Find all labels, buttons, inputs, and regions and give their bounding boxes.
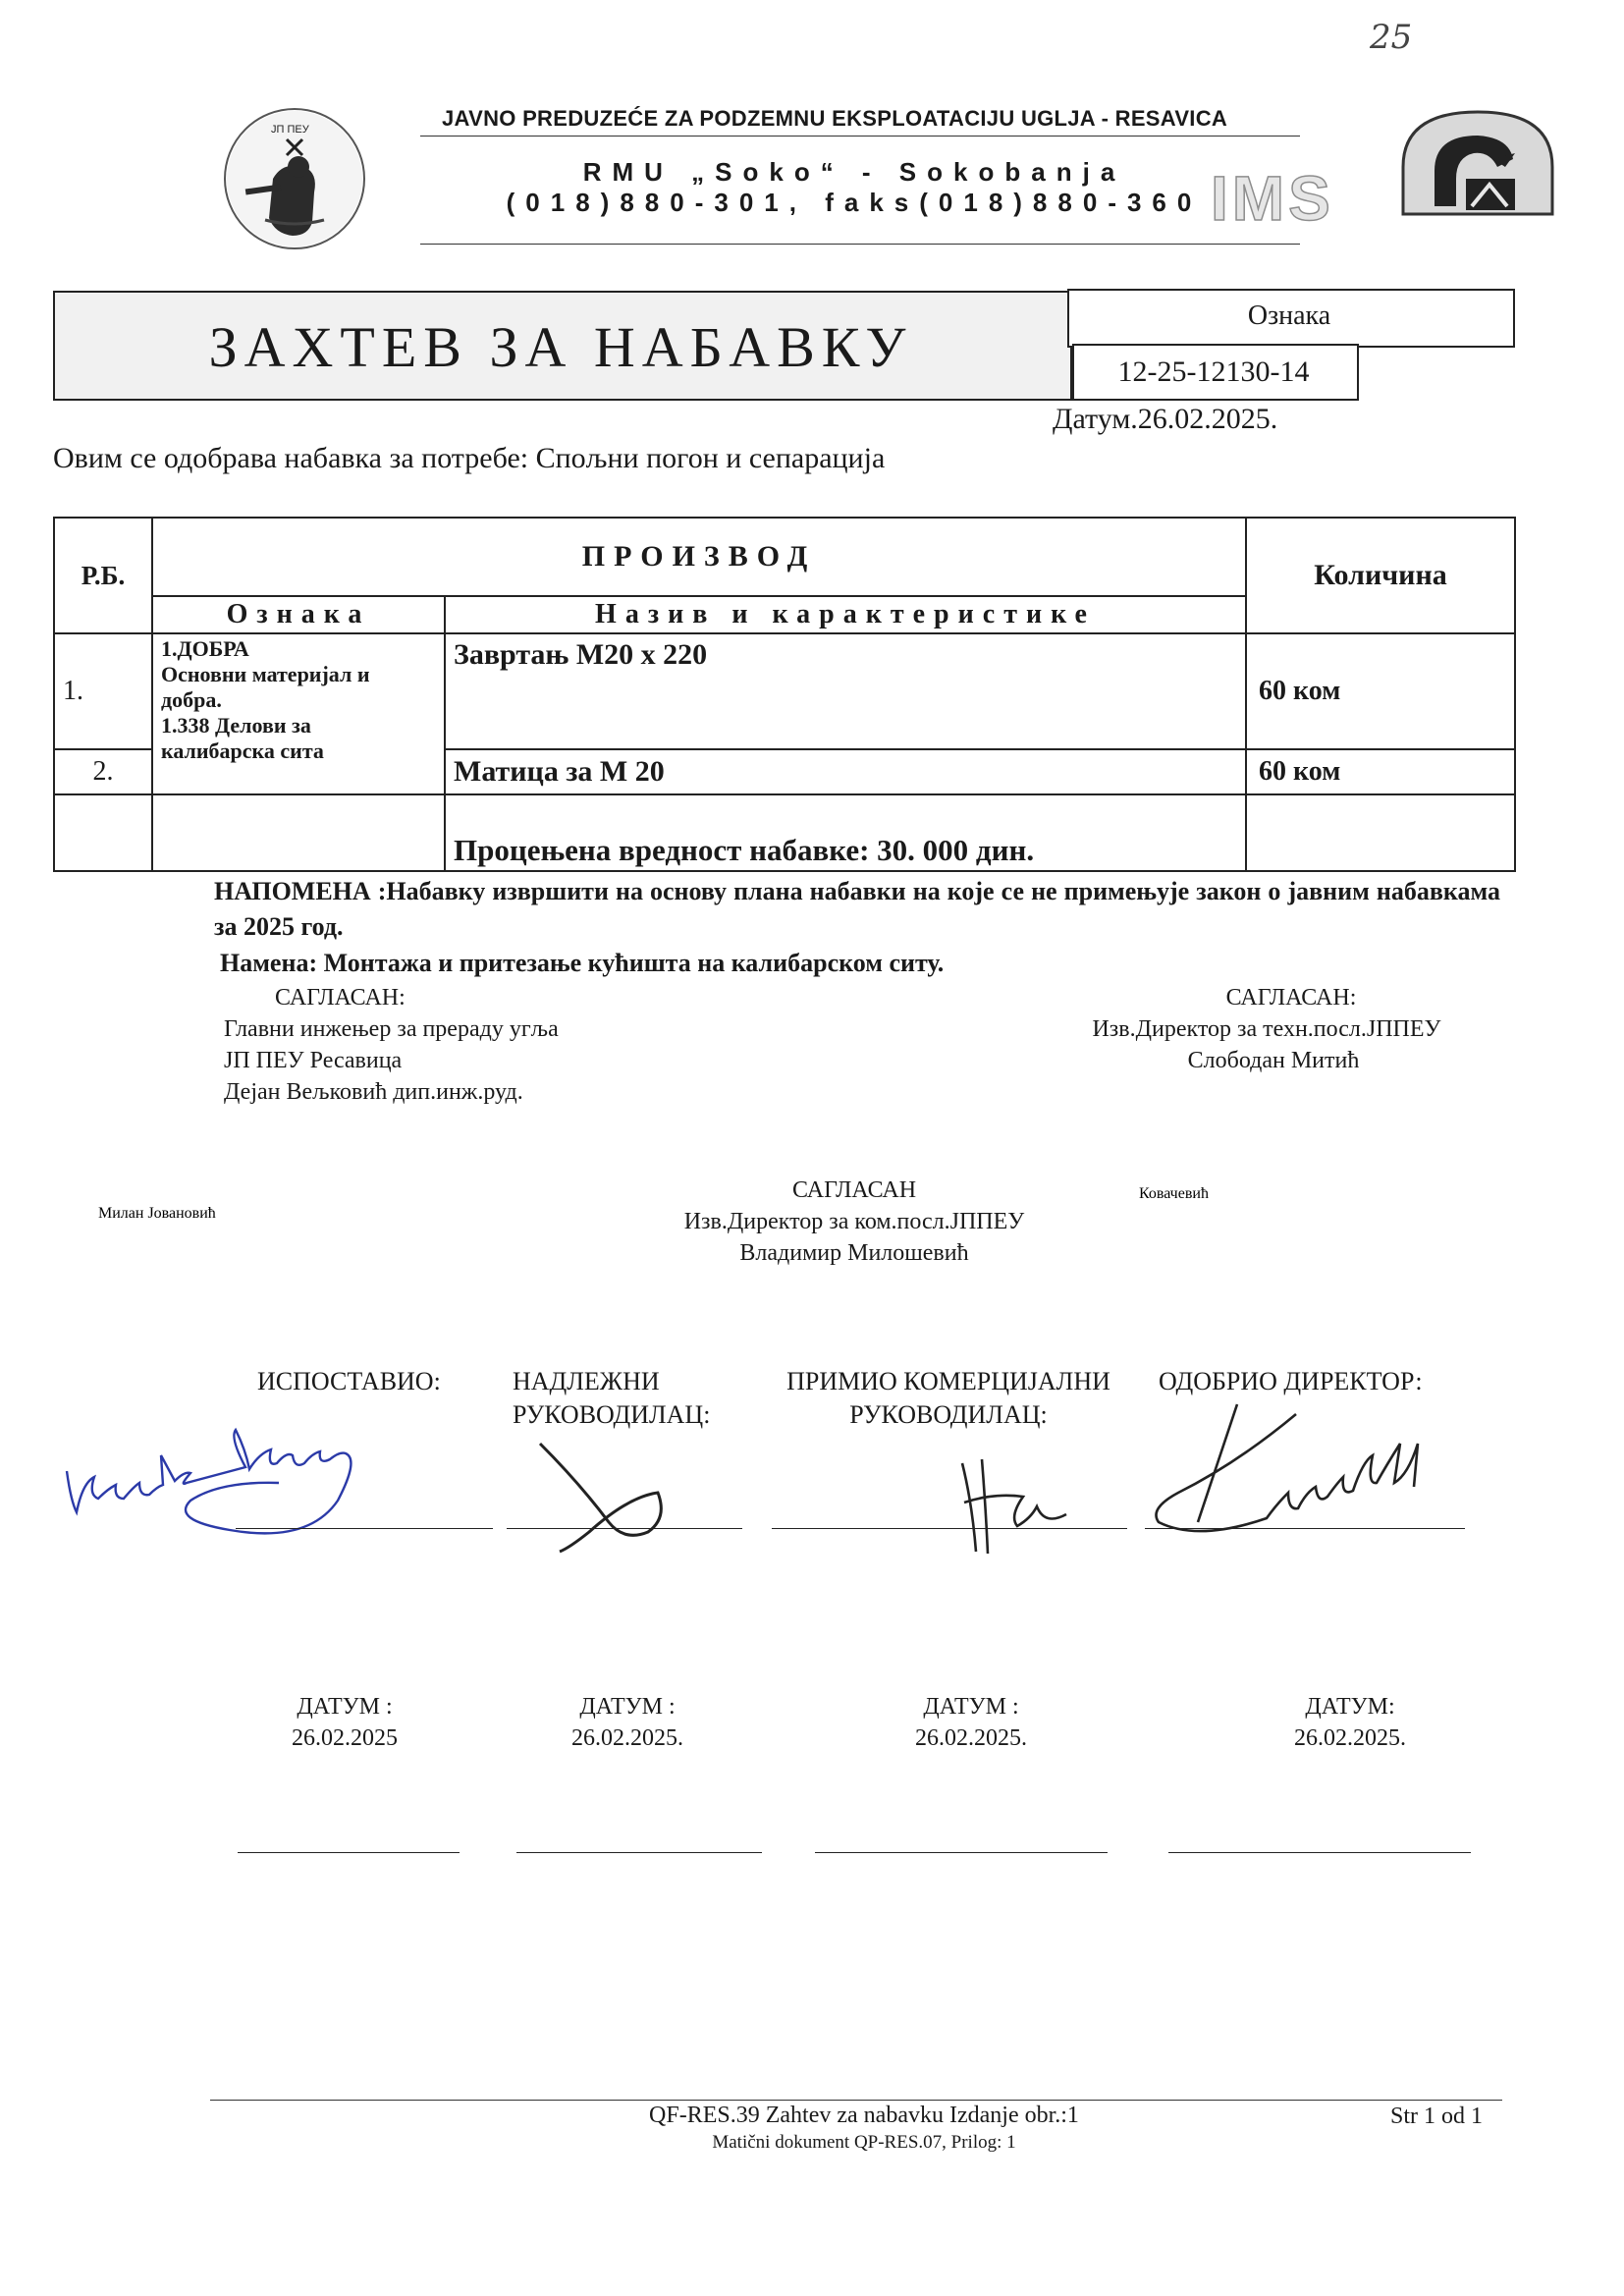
signature-line-4 [1145, 1528, 1465, 1529]
row-2-rb: 2. [54, 749, 152, 794]
role-line: ИСПОСТАВИО: [257, 1367, 441, 1395]
product-table [53, 517, 1516, 872]
mine-block [432, 157, 1276, 218]
signature-manager [530, 1434, 727, 1552]
consent-center [628, 1175, 1080, 1269]
consent-right-line: Слободан Митић [1187, 1048, 1360, 1073]
col-product-header: ПРОИЗВОД [152, 518, 1246, 596]
role-director [1159, 1365, 1423, 1398]
group-code-line: Основни материјал и [161, 662, 370, 686]
consent-left [224, 982, 559, 1108]
col-oznaka-header: Ознака [152, 596, 445, 633]
header-rule-bottom [420, 244, 1300, 245]
consent-center-line: Владимир Милошевић [739, 1240, 969, 1266]
date-line-1 [238, 1852, 460, 1853]
consent-right-heading: САГЛАСАН: [1225, 985, 1357, 1011]
table-row [54, 633, 1515, 749]
datum-value: 26.02.2025 [292, 1725, 398, 1751]
datum-block-3 [868, 1691, 1074, 1754]
datum-label: ДАТУМ : [297, 1694, 393, 1720]
consent-left-line: Дејан Вељковић дип.инж.руд. [224, 1079, 523, 1105]
purpose-text: Намена: Монтажа и притезање кућишта на калибарском ситу. [220, 949, 945, 977]
mine-contact: (018)880-301, faks(018)880-360 [506, 188, 1203, 218]
datum-label: ДАТУМ : [579, 1694, 676, 1720]
mine-name: RMU „Soko“ - Sokobanja [582, 157, 1126, 187]
datum-block-4 [1247, 1691, 1453, 1754]
role-issued-by [257, 1365, 441, 1398]
eagle-logo-graphic [1399, 108, 1556, 218]
role-commercial [772, 1365, 1125, 1432]
group-code-line: 1.ДОБРА [161, 636, 249, 661]
date-line-3 [815, 1852, 1108, 1853]
datum-value: 26.02.2025. [1294, 1725, 1406, 1751]
estimate-rb-cell [54, 794, 152, 871]
role-line: НАДЛЕЖНИ [513, 1367, 660, 1395]
estimate-code-cell [152, 794, 445, 871]
row-1-rb: 1. [54, 633, 152, 749]
row-2-kolicina: 60 ком [1246, 749, 1515, 794]
role-manager [513, 1365, 710, 1432]
consent-center-heading: САГЛАСАН [791, 1177, 917, 1203]
datum-label: ДАТУМ: [1305, 1694, 1395, 1720]
datum-label: ДАТУМ : [923, 1694, 1019, 1720]
document-title: ЗАХТЕВ ЗА НАБАВКУ [208, 315, 913, 379]
oznaka-value: 12-25-12130-14 [1117, 355, 1310, 388]
group-code-line: добра. [161, 687, 222, 712]
consent-left-heading: САГЛАСАН: [275, 985, 406, 1011]
consent-left-line: ЈП ПЕУ Ресавица [224, 1048, 403, 1073]
datum-block-2 [524, 1691, 731, 1754]
signature-commercial [952, 1444, 1090, 1571]
signature-line-3 [772, 1528, 1127, 1529]
row-1-naziv: Завртањ М20 х 220 [445, 633, 1246, 749]
corner-mark: 25 [1370, 18, 1413, 57]
approval-line: Овим се одобрава набавка за потребе: Спољни погон и сепарација [53, 442, 886, 474]
signature-line-1 [236, 1528, 493, 1529]
document-date: Датум.26.02.2025. [1053, 403, 1278, 435]
role-line: РУКОВОДИЛАЦ: [513, 1400, 711, 1429]
datum-value: 26.02.2025. [571, 1725, 683, 1751]
consent-right-line: Изв.Директор за техн.посл.ЈППЕУ [1092, 1016, 1441, 1042]
consent-right [1051, 982, 1483, 1076]
page-number: Str 1 od 1 [1390, 2104, 1484, 2129]
footer-block [599, 2102, 1129, 2157]
signature-line-2 [507, 1528, 742, 1529]
consent-left-line: Главни инжењер за прераду угља [224, 1016, 559, 1042]
role-line: ОДОБРИО ДИРЕКТОР: [1159, 1367, 1423, 1395]
role-line: ПРИМИО КОМЕРЦИЈАЛНИ [786, 1367, 1110, 1395]
group-code-line: калибарска сита [161, 738, 324, 763]
footer-reference: Matični dokument QP-RES.07, Prilog: 1 [712, 2132, 1016, 2153]
table-row [54, 794, 1515, 871]
col-naziv-header: Назив и карактеристике [445, 596, 1246, 633]
row-2-naziv: Матица за М 20 [445, 749, 1246, 794]
note-text: НАПОМЕНА :Набавку извршити на основу плана набавки на које се не примењује закон о јавним набавкама за 2025 год. [214, 877, 1500, 941]
group-code-cell [152, 633, 445, 794]
company-logo-left [224, 108, 365, 249]
row-1-kolicina: 60 ком [1246, 633, 1515, 749]
logo-left-text: ЈП ПЕУ [271, 124, 309, 136]
estimate-kolicina-cell [1246, 794, 1515, 871]
role-line: РУКОВОДИЛАЦ: [849, 1400, 1048, 1429]
group-code-line: 1.338 Делови за [161, 713, 311, 738]
footer-rule [210, 2100, 1502, 2101]
date-line-2 [516, 1852, 762, 1853]
col-kolicina-header: Количина [1246, 518, 1515, 633]
company-logo-right [1399, 108, 1556, 218]
footer-form-code: QF-RES.39 Zahtev za nabavku Izdanje obr.:1 [649, 2103, 1079, 2128]
estimate-value: Процењена вредност набавке: 30. 000 дин. [445, 794, 1246, 871]
date-line-4 [1168, 1852, 1471, 1853]
signature-issued-by-text: Милан Јовановић [98, 1205, 216, 1222]
oznaka-label: Ознака [1247, 301, 1331, 331]
datum-block-1 [242, 1691, 448, 1754]
header-rule-top [420, 136, 1300, 137]
signature-director-text: Ковачевић [1139, 1185, 1209, 1202]
ims-wordmark: IMS [1211, 163, 1334, 234]
col-rb-header: Р.Б. [54, 518, 152, 633]
consent-center-line: Изв.Директор за ком.посл.ЈППЕУ [683, 1209, 1025, 1234]
datum-value: 26.02.2025. [915, 1725, 1027, 1751]
company-name: JAVNO PREDUZEĆE ZA PODZEMNU EKSPLOATACIJU UGLJA - RESAVICA [442, 106, 1228, 131]
